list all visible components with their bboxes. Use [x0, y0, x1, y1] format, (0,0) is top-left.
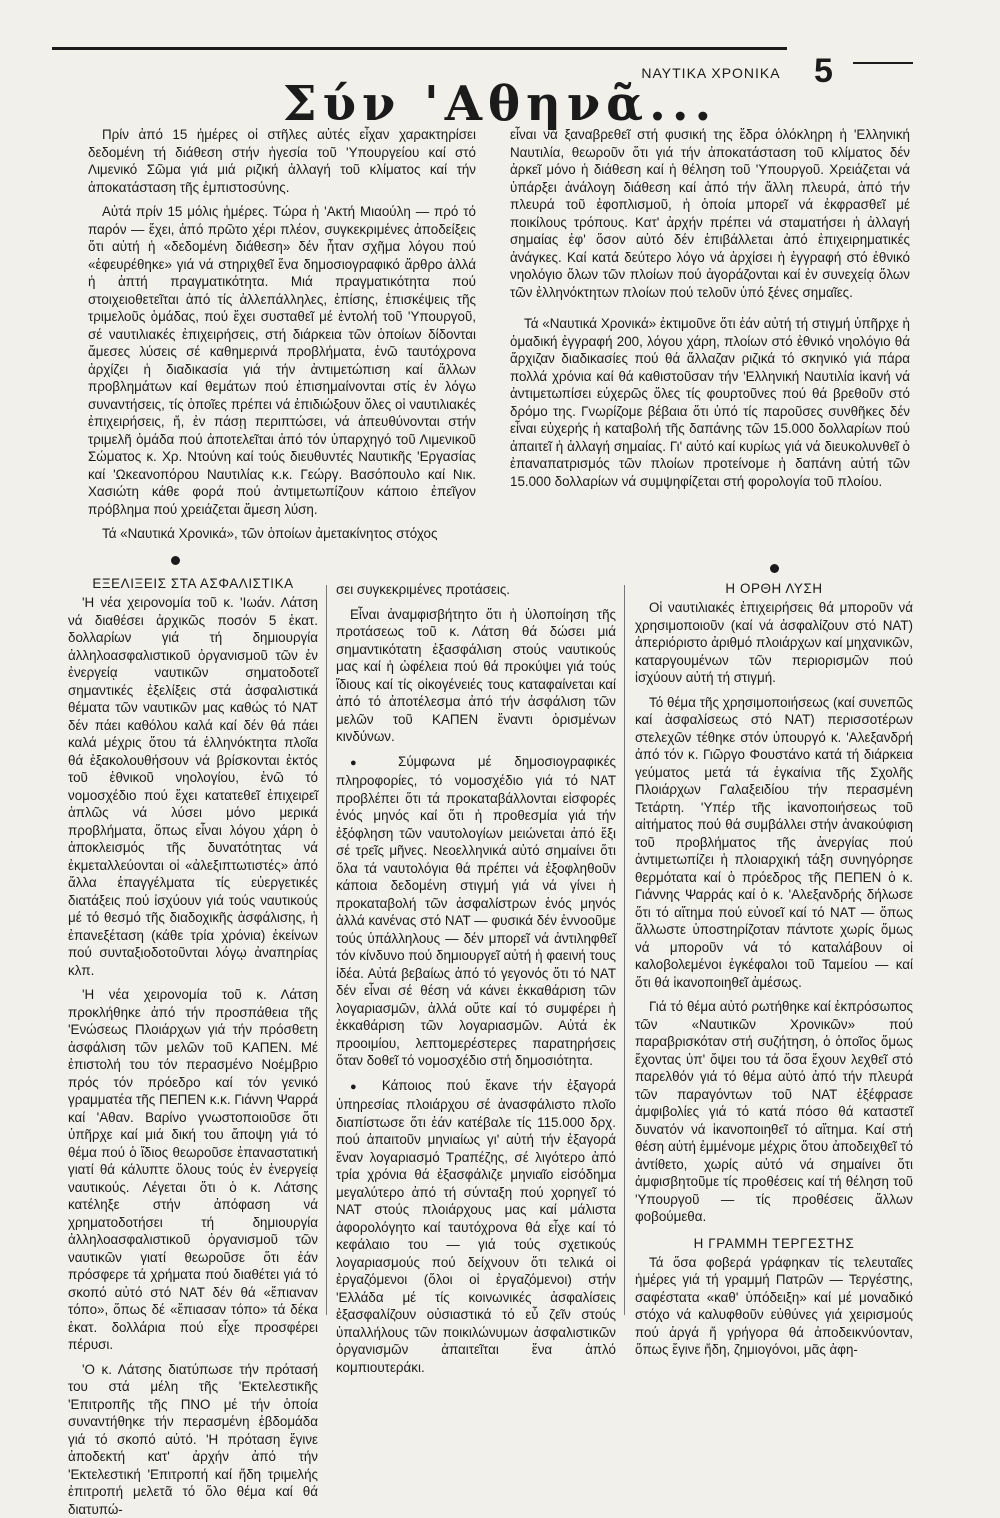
paragraph: Τά «Ναυτικά Χρονικά» ἐκτιμοῦνε ὅτι ἐάν αὐτή τή στιγμή ὑπῆρχε ἡ ὁμαδική ἐγγραφή 200, λόγου χάρη, πλοίων στό ἐθνικό νηολόγιο θά ἄρχιζαν διαδικασίες πού θά ἄλλαζαν ριζικά τό σκηνικό γιά πάρα πολλά χρόνια καί θά καθιστοῦσαν τήν 'Ελληνική Ναυτιλία ἱκανή νά ἀντιμετωπίσει εὐχερῶς ὅλες τίς φουρτοῦνες πού θά βρεθοῦν στό δρόμο της. Γνωρίζομε βέβαια ὅτι ὑπό τίς παροῦσες συνθῆκες δέν εἶναι εὐχερής ἡ καταβολή τῆς δαπάνης τῶν 15.000 δολλαρίων πού ἀπαιτεῖ ἡ ἀλλαγή σημαίας. Γι' αὐτό καί κυρίως γιά νά διευκολυνθεῖ ὁ ἐπαναπατρισμός τῶν πλοίων προτείνομε ἡ δαπάνη αὐτή τῶν 15.000 δολλαρίων νά συμψηφίζεται στή φορολογία τοῦ πλοίου.	[510, 315, 910, 490]
paragraph: Τά ὅσα φοβερά γράφηκαν τίς τελευταῖες ἡμέρες γιά τή γραμμή Πατρῶν — Τεργέστης, σαφέστατα «καθ' ὑπόδειξη» καί μέ μοναδικό στόχο νά καλυφθοῦν εὐθύνες γιά χειρισμούς πού ἀργά ἤ γρήγορα θά ἀποδεικνύονταν, ὅπως ἔγινε ἤδη, ζημιογόνοι, μᾶς ἀφη-	[635, 1254, 913, 1359]
paragraph: Οἱ ναυτιλιακές ἐπιχειρήσεις θά μποροῦν νά χρησιμοποιοῦν (καί νά ἀσφαλίζουν στό ΝΑΤ) ἀπεριόριστο ἀριθμό πλοιάρχων καί μηχανικῶν, καταργουμένων τῶν περιορισμῶν πού ἰσχύουν αὐτή τή στιγμή.	[635, 599, 913, 687]
paragraph: 'Η νέα χειρονομία τοῦ κ. Λάτση προκλήθηκε ἀπό τήν προσπάθεια τῆς 'Ενώσεως Πλοιάρχων γιά τήν πρόσθετη ἀσφάλιση τῶν μελῶν τοῦ ΚΑΠΕΝ. Μέ ἐπιστολή του τόν περασμένο Νοέμβριο πρός τόν πρόεδρο καί τόν γενικό γραμματέα τῆς ΠΕΠΕΝ κ.κ. Γιάννη Ψαρρά καί 'Αθαν. Βαρίνο γνωστοποιοῦσε ὅτι ὑπῆρχε καί μιά δική του ἄποψη γιά τό θέμα πού ὁ ἴδιος θεωροῦσε ἐπαναστατική γιατί θά κάλυπτε ὅλους τούς ἐν ἐνεργείᾳ ναυτικούς. Λέγεται ὅτι ὁ κ. Λάτσης κατέληξε στήν ἀπόφαση νά χρηματοδοτήσει τή δημιουργία ἀλληλοασφαλιστικοῦ ὀργανισμοῦ τῶν ναυτικῶν γιατί θεωροῦσε ὅτι ἐάν πρόσφερε τά χρήματα πού διαθέτει γιά τό σκοπό αὐτό στό ΝΑΤ δέν θά «ἔπιαναν τόπο», ὅπως δέ «ἔπιασαν τόπο» τά δέκα ἑκατ. δολλάρια πού εἶχε προσφέρει πέρυσι.	[68, 986, 318, 1354]
bullet-paragraph: ● Κάποιος πού ἔκανε τήν ἐξαγορά ὑπηρεσίας πλοιάρχου σέ ἀνασφάλιστο πλοῖο διαπίστωσε ὅτι ἐάν κατέβαλε τίς 115.000 δρχ. πού ἀπαιτοῦν μηνιαίως γι' αὐτή τήν ἐξαγορά ἕναν λογαριασμό Τραπέζης, σέ λιγότερο ἀπό τρία χρόνια θά ἐξασφάλιζε μηνιαῖο εἰσόδημα μεγαλύτερο ἀπό τή σύνταξη πού χορηγεῖ τό ΝΑΤ στούς πλοιάρχους μας καί μάλιστα ἀφορολόγητο καί ταυτόχρονα θά εἶχε καί τό κεφάλαιο του — γιά τούς σχετικούς λογαριασμούς πού δείχνουν ὅτι τελικά οἱ ἐργαζόμενοι (ὅλοι οἱ ἐργαζόμενοι) στήν 'Ελλάδα μέ τίς κοινωνικές ἀσφαλίσεις ἐξασφαλίζουν οὐσιαστικά τό εὖ ζεῖν στούς ὑπαλλήλους τῶν ποικιλώνυμων ἀσφαλιστικῶν ὀργανισμῶν ἀπαιτεῖται ἕνα ἁπλό κομπιουτεράκι.	[336, 1077, 616, 1377]
paragraph: Πρίν ἀπό 15 ἡμέρες οἱ στῆλες αὐτές εἶχαν χαρακτηρίσει δεδομένη τή διάθεση στήν ἡγεσία τοῦ 'Υπουργείου καί στό Λιμενικό Σῶμα γιά μιά ριζική ἀλλαγή τοῦ κλίματος καί τήν ἀποκατάσταση τῆς ἐμπιστοσύνης.	[88, 126, 476, 196]
paragraph: 'Ο κ. Λάτσης διατύπωσε τήν πρότασή του στά μέλη τῆς 'Εκτελεστικῆς 'Επιτροπῆς τῆς ΠΝΟ μέ τήν ὁποία συναντήθηκε τήν περασμένη ἑβδομάδα γιά τό σκοπό αὐτό. 'Η πρόταση ἔγινε ἀποδεκτή κατ' ἀρχήν ἀπό τήν 'Εκτελεστική 'Επιτροπή καί ἤδη τριμελής ἐπιτροπή μελετᾶ τό ὅλο θέμα καί θά διατυπώ-	[68, 1361, 318, 1518]
section-dot	[171, 556, 180, 565]
paragraph: 'Η νέα χειρονομία τοῦ κ. 'Ιωάν. Λάτση νά διαθέσει ἀρχικῶς ποσόν 5 ἑκατ. δολλαρίων γιά τή δημιουργία ἀλληλοασφαλιστικοῦ ὀργανισμοῦ τῶν ἐν ἐνεργείᾳ ναυτικῶν σηματοδοτεῖ σημαντικές ἐξελίξεις στά ἀσφαλιστικά θέματα τῶν ναυτικῶν μας καθώς τό ΝΑΤ δέν πάει καθόλου καλά καί δέν θά πάει καλά μέχρις ὅτου τά ἑλληνόκτητα πλοῖα θά ἐξακολουθήσουν νά βρίσκονται ἐκτός τοῦ ἐθνικοῦ νηολογίου, ἐνῶ τό νομοσχέδιο πού ἔχει κατατεθεῖ ἐπιχειρεῖ ἁπλῶς νά λύσει μόνο μερικά προβλήματα, ὅπως εἶναι λόγου χάρη ὁ ἀποκλεισμός τῆς δυνατότητας νά ἐκμεταλλεύονται οἱ «ἀλεξιπτωτιστές» ἀπό ἄλλα ἐπαγγέλματα τίς εὐεργετικές διατάξεις πού ἰσχύουν γιά τούς ναυτικούς μέ τό θεσμό τῆς διαδοχικῆς ἀσφάλισης, ἡ ἐπανεξέταση (κάθε τρία χρόνια) ἐκείνων πού συνταξιοδοτοῦνται λόγῳ ἀναπηρίας κλπ.	[68, 594, 318, 979]
column-divider	[326, 585, 327, 1315]
paragraph: σει συγκεκριμένες προτάσεις.	[336, 581, 616, 599]
bullet-paragraph: ● Σύμφωνα μέ δημοσιογραφικές πληροφορίες, τό νομοσχέδιο γιά τό ΝΑΤ προβλέπει ὅτι τά προκαταβάλλονται εἰσφορές ἑνός μηνός καί ὅτι ἡ προθεσμία γιά τήν ἐξόφληση τῶν ναυτολογίων μειώνεται ἀπό ἕξι σέ τρεῖς μῆνες. Νεοελληνικά αὐτό σημαίνει ὅτι ὅλα τά ναυτολόγια θά πρέπει νά ἐξοφληθοῦν κάποια δεδομένη στιγμή γιά νά γίνει ἡ προκαταβολή τῶν ἀσφαλίστρων ἑνός μηνός ἀλλά κανένας στό ΝΑΤ — φυσικά δέν ἐννοοῦμε τούς ὑπάλληλους — δέν μπορεῖ νά ἀντιληφθεῖ τόν κίνδυνο πού δημιουργεῖ αὐτή ἡ φαεινή τους ἰδέα. Αὐτά βεβαίως ἀπό τό γεγονός ὅτι τό ΝΑΤ δέν εἶναι σέ θέση νά κάνει ἐκκαθάριση τῶν λογαριασμῶν, ἀλλά οὔτε καί τό συμφέρει ἡ ἐκκαθάριση τῶν λογαριασμῶν. Αὐτά ἐκ προοιμίου, λεπτομερέστερες παρατηρήσεις ὅταν δοθεῖ τό νομοσχέδιο στή δημοσιότητα.	[336, 753, 616, 1070]
header-rule-left	[52, 47, 787, 50]
paragraph: Γιά τό θέμα αὐτό ρωτήθηκε καί ἐκπρόσωπος τῶν «Ναυτικῶν Χρονικῶν» πού παραβρισκόταν στή συζήτηση, ὁ ὁποῖος ὅμως ἔχοντας ὑπ' ὄψει του τά ὅσα ἔχουν λεχθεῖ στό παρελθόν γιά τό θέμα αὐτό ἀπό τήν πλευρά τῶν παραγόντων τοῦ ΝΑΤ ἐξέφρασε ἀμφιβολίες γιά τό κατά πόσο θά καταστεῖ δυνατόν νά ἱκανοποιηθεῖ τό αἴτημα. Καί στή θέση αὐτή ἐμμένομε μέχρις ὅτου ἀποδειχθεῖ τό ἀντίθετο, χωρίς αὐτό νά σημαίνει ὅτι ἀμφισβητοῦμε τίς προθέσεις καί τή θέληση τοῦ 'Υπουργοῦ — τίς προθέσεις ἄλλων φοβούμεθα.	[635, 998, 913, 1226]
paragraph: εἶναι νά ξαναβρεθεῖ στή φυσική της ἕδρα ὁλόκληρη ἡ 'Ελληνική Ναυτιλία, θεωροῦν ὅτι γιά τήν ἀποκατάσταση τοῦ κλίματος δέν ἀρκεῖ μόνο ἡ διάθεση καί ἡ θέληση τοῦ 'Υπουργοῦ. Χρειάζεται νά ὑπάρξει ἀνάλογη διάθεση καί ἀπό τήν ἄλλη πλευρά, ἀπό τήν πλευρά τοῦ ἐφοπλισμοῦ, ἡ ὁποία μπορεῖ νά ἐκφρασθεῖ μέ ποικίλους τρόπους. Κατ' ἀρχήν πρέπει νά σταματήσει ἡ ἀλλαγή σημαίας ἐφ' ὅσον αὐτό δέν ἐπιβάλλεται ἀπό ἐπιχειρηματικές ἀνάγκες. Καί κατά δεύτερο λόγο νά ἀρχίσει ἡ ἐγγραφή στό ἐθνικό νηολόγιο ὅλων τῶν πλοίων πού ἀγοράζονται καί ἐν συνεχείᾳ ὅλων τῶν ἑλληνόκτητων πλοίων πού τελοῦν ὑπό ξένες σημαῖες.	[510, 126, 910, 301]
bottom-column-2	[336, 581, 616, 1376]
paragraph: Αὐτά πρίν 15 μόλις ἡμέρες. Τώρα ἡ 'Ακτή Μιαούλη — πρό τό παρόν — ἔχει, ἀπό πρῶτο χέρι πλέον, συγκεκριμένες ἀποδείξεις ὅτι αὐτή ἡ «δεδομένη διάθεση» δέν ἦταν σχῆμα λόγου πού «ἐφευρέθηκε» γιά νά στηριχθεῖ ἕνα δημοσιογραφικό ἄρθρο ἀλλά ἡ ἁπτή πραγματικότητα. Μιά πραγματικότητα πού στοιχειοθετεῖται ἀπό τίς ἀλλεπάλληλες, ἐπίσης, ἐπισκέψεις τῆς τριμελοῦς ὁμάδας, πού ἔχει συσταθεῖ μέ ἐντολή τοῦ 'Υπουργοῦ, σέ ναυτιλιακές ἐπιχειρήσεις, στή διάρκεια τῶν ὁποίων δίδονται ἄμεσες λύσεις σέ καθημερινά προβλήματα, ἐνῶ ταυτόχρονα ἀρχίζει ἡ διαδικασία γιά τήν ἀντιμετώπιση καί ἄλλων προβλημάτων καί θεμάτων πού ἐπισημαίνονται στίς ἐν λόγω συναντήσεις, τίς ὁποῖες πρέπει νά ἐπιδιώξουν ὅλες οἱ ναυτιλιακές ἐπιχειρήσεις, ἤ, ἐν πάσῃ περιπτώσει, νά ἀπευθύνονται στήν τριμελῆ ὁμάδα πού ἀποτελεῖται ἀπό τόν ὑπαρχηγό τοῦ Λιμενικοῦ Σώματος κ. Χρ. Ντούνη καί τούς διευθυντές Ναυτικῆς 'Εργασίας καί 'Ωκεανοπόρου Ναυτιλίας κ.κ. Γεώργ. Βασόπουλο καί Νικ. Χασιώτη κάθε φορά πού ἀντιμετωπίζουν κάποιο ἐπεῖγον πρόβλημα πού χρειάζεται ἄμεση λύση.	[88, 203, 476, 518]
section-dot	[770, 564, 779, 573]
article-title: Σύν 'Αθηνᾶ...	[200, 76, 800, 132]
column-divider	[624, 585, 625, 1315]
page-number: 5	[814, 52, 833, 91]
top-left-column	[88, 126, 476, 543]
header-rule-right	[853, 62, 913, 64]
paragraph: Εἶναι ἀναμφισβήτητο ὅτι ἡ ὑλοποίηση τῆς προτάσεως τοῦ κ. Λάτση θά δώσει μιά σημαντικότατη ἐξασφάλιση στούς ναυτικούς μας καί ἡ ὠφέλεια πού θά προκύψει γιά τούς ἴδιους καί τίς οἰκογένειές τους καταφαίνεται καί ἀπό τό ἀποτέλεσμα ἀπό τήν ἀσφάλιση τῶν μελῶν τοῦ ΚΑΠΕΝ ἔναντι ὁρισμένων κινδύνων.	[336, 606, 616, 746]
section-heading: ΕΞΕΛΙΞΕΙΣ ΣΤΑ ΑΣΦΑΛΙΣΤΙΚΑ	[68, 576, 318, 591]
section-heading: Η ΓΡΑΜΜΗ ΤΕΡΓΕΣΤΗΣ	[635, 1236, 913, 1251]
bottom-column-3	[635, 581, 913, 1359]
paragraph: Τό θέμα τῆς χρησιμοποιήσεως (καί συνεπῶς καί ἀσφαλίσεως στό ΝΑΤ) περισσοτέρων στελεχῶν τέθηκε στόν ὑπουργό κ. 'Αλεξανδρή ἀπό τόν κ. Γιῶργο Φουστάνο κατά τή διάρκεια γεύματος μετά τά ἐγκαίνια τῆς Σχολῆς Πλοιάρχων Γαλαξειδίου τήν περασμένη Τετάρτη. 'Υπέρ τῆς ἱκανοποιήσεως τοῦ αἰτήματος πού θά συμβάλλει στήν ἀνακούφιση τοῦ προβλήματος τῆς ἀνεργίας πού ἀντιμετωπίζει ἡ πλοιαρχική τάξη συνηγόρησε θερμότατα καί ὁ πρόεδρος τῆς ΠΕΠΕΝ ὁ κ. Γιάννης Ψαρράς καί ὁ κ. 'Αλεξανδρής δήλωσε ὅτι τό αἴτημα πού εὐνοεῖ καί τό ΝΑΤ — ὅπως ἄλλωστε ὑποστηρίζοταν πάντοτε χωρίς ὅμως νά μποροῦν νά τό καταλάβουν οἱ καλοβολεμένοι ἐγκέφαλοι τοῦ Ταμείου — καί ὅτι θά ἱκανοποιηθεῖ ἀμέσως.	[635, 694, 913, 992]
paragraph: Τά «Ναυτικά Χρονικά», τῶν ὁποίων ἀμετακίνητος στόχος	[88, 525, 476, 543]
section-heading: Η ΟΡΘΗ ΛΥΣΗ	[635, 581, 913, 596]
top-right-column	[510, 126, 910, 490]
bottom-column-1	[68, 576, 318, 1518]
publication-name: ΝΑΥΤΙΚΑ ΧΡΟΝΙΚΑ	[626, 65, 796, 81]
